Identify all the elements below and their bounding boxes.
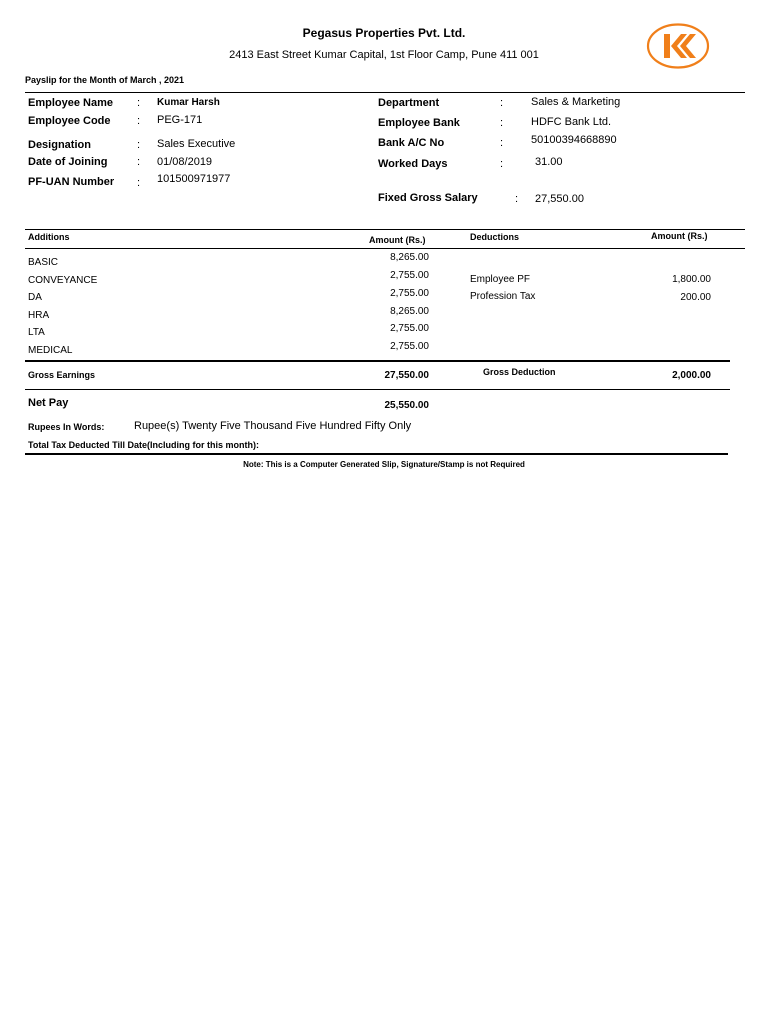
company-name: Pegasus Properties Pvt. Ltd. — [302, 26, 466, 40]
amount-header-right: Amount (Rs.) — [651, 231, 708, 241]
worked-days-label: Worked Days — [378, 158, 448, 170]
addition-amount: 8,265.00 — [390, 252, 429, 263]
additions-header: Additions — [28, 232, 70, 242]
date-of-joining-value: 01/08/2019 — [157, 156, 213, 168]
employee-name-value: Kumar Harsh — [157, 97, 220, 108]
colon: : — [500, 97, 504, 109]
divider — [25, 360, 730, 362]
payslip-month: Payslip for the Month of March , 2021 — [25, 75, 185, 85]
deduction-amount: 200.00 — [680, 292, 711, 303]
addition-label: CONVEYANCE — [28, 275, 98, 286]
gross-earnings-value: 27,550.00 — [384, 370, 429, 381]
employee-code-label: Employee Code — [28, 115, 111, 127]
divider — [25, 248, 745, 249]
gross-deduction-label: Gross Deduction — [483, 367, 556, 377]
fixed-gross-label: Fixed Gross Salary — [378, 192, 478, 204]
colon: : — [137, 156, 141, 168]
divider — [25, 229, 745, 230]
net-pay-label: Net Pay — [28, 397, 69, 409]
department-label: Department — [378, 97, 440, 109]
addition-label: MEDICAL — [28, 345, 73, 356]
divider — [25, 389, 730, 390]
colon: : — [137, 115, 141, 127]
employee-bank-label: Employee Bank — [378, 117, 460, 129]
designation-label: Designation — [28, 139, 91, 151]
employee-name-label: Employee Name — [28, 97, 113, 109]
employee-bank-value: HDFC Bank Ltd. — [531, 116, 612, 128]
colon: : — [500, 158, 504, 170]
addition-amount: 2,755.00 — [390, 288, 429, 299]
addition-amount: 2,755.00 — [390, 270, 429, 281]
deduction-label: Employee PF — [470, 274, 531, 285]
worked-days-value: 31.00 — [535, 156, 563, 168]
company-logo-icon — [646, 22, 710, 70]
deduction-label: Profession Tax — [470, 291, 536, 302]
pf-uan-value: 101500971977 — [157, 173, 231, 185]
deduction-amount: 1,800.00 — [672, 274, 711, 285]
divider — [25, 92, 745, 93]
deductions-header: Deductions — [470, 232, 520, 242]
date-of-joining-label: Date of Joining — [28, 156, 108, 168]
footer-note: Note: This is a Computer Generated Slip, Signature/Stamp is not Required — [243, 460, 525, 469]
net-pay-value: 25,550.00 — [384, 400, 429, 411]
rupees-in-words-value: Rupee(s) Twenty Five Thousand Five Hundred Fifty Only — [134, 420, 412, 432]
colon: : — [137, 177, 141, 189]
company-address: 2413 East Street Kumar Capital, 1st Floor Camp, Pune 411 001 — [229, 49, 539, 61]
rupees-in-words-label: Rupees In Words: — [28, 422, 105, 432]
addition-label: DA — [28, 292, 42, 303]
gross-deduction-value: 2,000.00 — [672, 370, 711, 381]
bank-account-value: 50100394668890 — [531, 134, 617, 146]
addition-amount: 2,755.00 — [390, 341, 429, 352]
bank-account-label: Bank A/C No — [378, 137, 445, 149]
addition-label: LTA — [28, 327, 45, 338]
colon: : — [500, 117, 504, 129]
gross-earnings-label: Gross Earnings — [28, 370, 96, 380]
employee-code-value: PEG-171 — [157, 114, 203, 126]
designation-value: Sales Executive — [157, 138, 236, 150]
total-tax-label: Total Tax Deducted Till Date(Including for this month): — [28, 440, 259, 450]
colon: : — [500, 137, 504, 149]
addition-amount: 2,755.00 — [390, 323, 429, 334]
fixed-gross-value: 27,550.00 — [535, 193, 584, 205]
addition-amount: 8,265.00 — [390, 306, 429, 317]
amount-header-left: Amount (Rs.) — [369, 235, 426, 245]
colon: : — [137, 139, 141, 151]
department-value: Sales & Marketing — [531, 96, 621, 108]
divider — [25, 453, 728, 455]
colon: : — [515, 193, 519, 205]
pf-uan-label: PF-UAN Number — [28, 176, 115, 188]
colon: : — [137, 97, 141, 109]
addition-label: BASIC — [28, 257, 59, 268]
addition-label: HRA — [28, 310, 50, 321]
